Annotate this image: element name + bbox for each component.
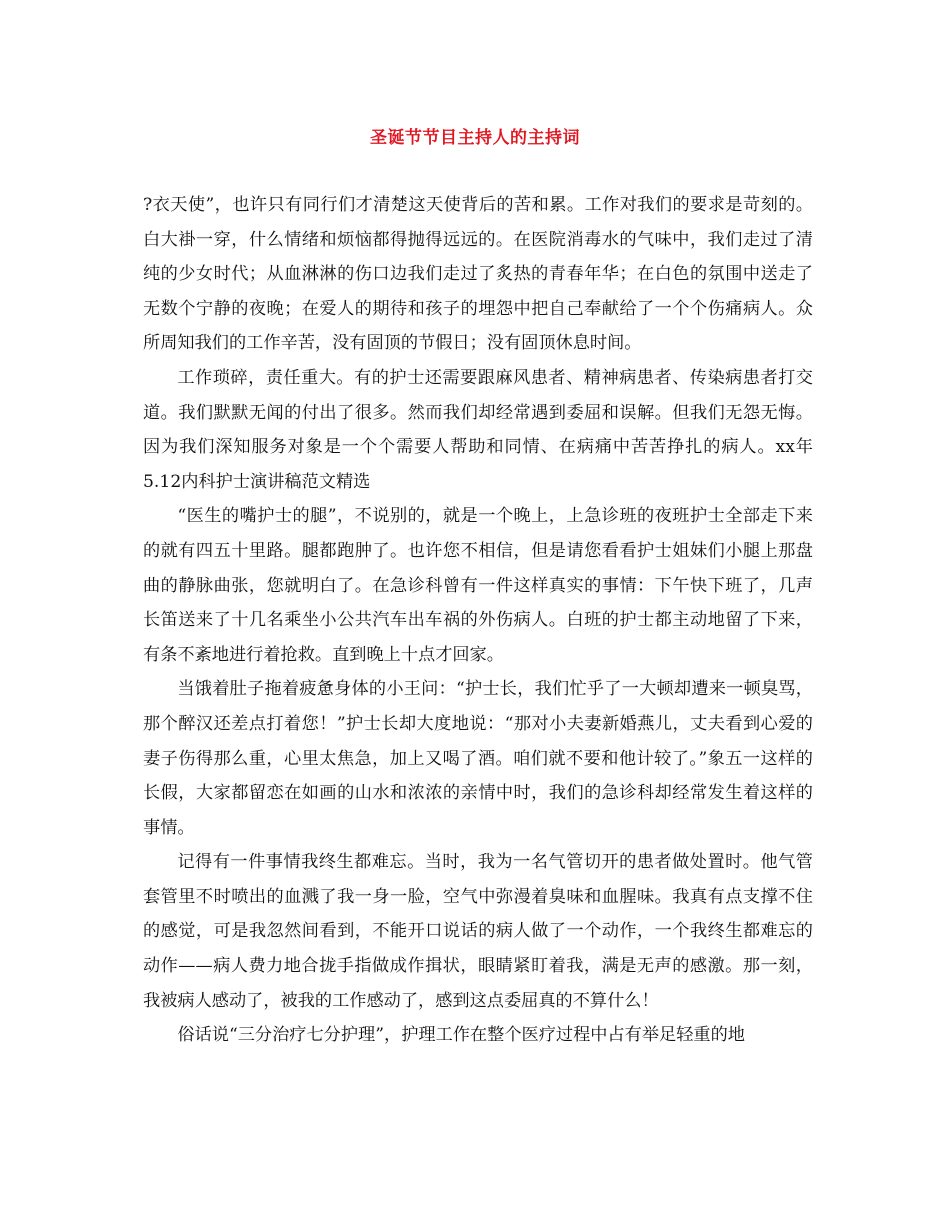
document-body	[143, 188, 813, 1053]
paragraph-6: 俗话说“三分治疗七分护理”，护理工作在整个医疗过程中占有举足轻重的地	[177, 1025, 745, 1046]
paragraph-3: “医生的嘴护士的腿”，不说别的，就是一个晚上，上急诊班的夜班护士全部走下来的就有四五十里路。腿都跑肿了。也许您不相信，但是请您看看护士姐妹们小腿上那盘曲的静脉曲张，您就明白了。在急诊科曾有一件这样真实的事情：下午快下班了，几声长笛送来了十几名乘坐小公共汽车出车祸的外伤病人。白班的护士都主动地留了下来，有条不紊地进行着抢救。直到晚上十点才回家。	[143, 506, 813, 665]
paragraph-4: 当饿着肚子拖着疲惫身体的小王问：“护士长，我们忙乎了一大顿却遭来一顿臭骂，那个醉汉还差点打着您！”护士长却大度地说：“那对小夫妻新婚燕儿，丈夫看到心爱的妻子伤得那么重，心里太焦急，加上又喝了酒。咱们就不要和他计较了。”象五一这样的长假，大家都留恋在如画的山水和浓浓的亲情中时，我们的急诊科却经常发生着这样的事情。	[143, 679, 813, 838]
paragraph-1: ?衣天使”，也许只有同行们才清楚这天使背后的苦和累。工作对我们的要求是苛刻的。白大褂一穿，什么情绪和烦恼都得抛得远远的。在医院消毒水的气味中，我们走过了清纯的少女时代；从血淋淋的伤口边我们走过了炙热的青春年华；在白色的氛围中送走了无数个宁静的夜晚；在爱人的期待和孩子的埋怨中把自己奉献给了一个个伤痛病人。众所周知我们的工作辛苦，没有固顶的节假日；没有固顶休息时间。	[143, 195, 813, 354]
paragraph-2: 工作琐碎，责任重大。有的护士还需要跟麻风患者、精神病患者、传染病患者打交道。我们默默无闻的付出了很多。然而我们却经常遇到委屈和误解。但我们无怨无悔。因为我们深知服务对象是一个个需要人帮助和同情、在病痛中苦苦挣扎的病人。xx年5.12内科护士演讲稿范文精选	[143, 367, 813, 492]
document-title: 圣诞节节目主持人的主持词	[370, 128, 580, 148]
paragraph-5: 记得有一件事情我终生都难忘。当时，我为一名气管切开的患者做处置时。他气管套管里不时喷出的血溅了我一身一脸，空气中弥漫着臭味和血腥味。我真有点支撑不住的感觉，可是我忽然间看到，不能开口说话的病人做了一个动作，一个我终生都难忘的动作——病人费力地合拢手指做成作揖状，眼睛紧盯着我，满是无声的感激。那一刻，我被病人感动了，被我的工作感动了，感到这点委屈真的不算什么！	[143, 852, 813, 1011]
